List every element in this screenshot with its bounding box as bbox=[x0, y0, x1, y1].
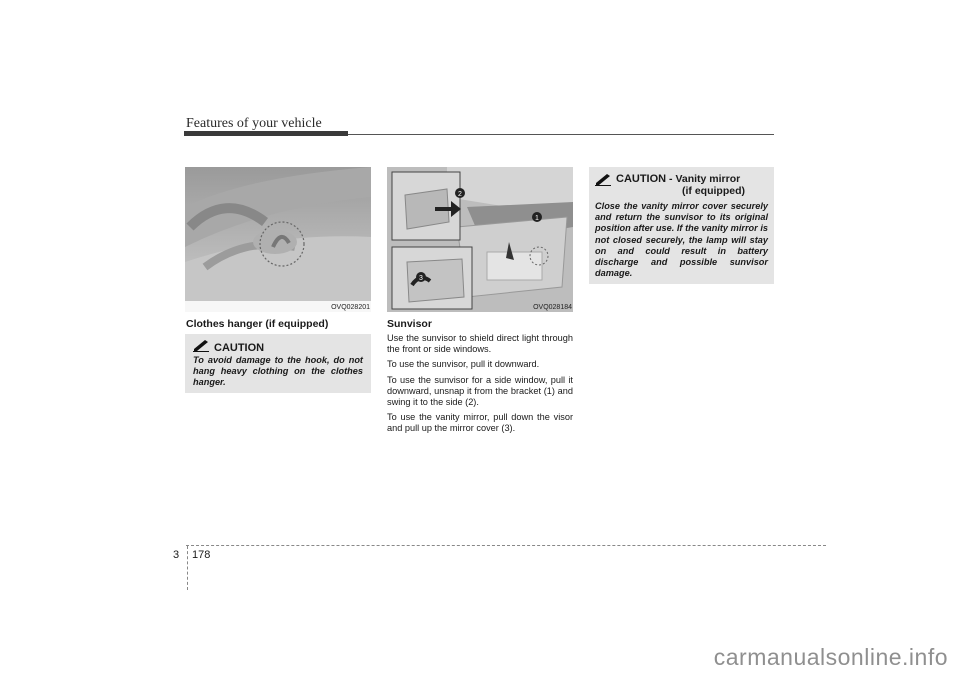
caution-label: CAUTION bbox=[616, 173, 667, 185]
photo-code: OVQ028201 bbox=[331, 304, 370, 311]
footer-rule bbox=[186, 545, 826, 546]
caution-box-clothes-hanger bbox=[185, 334, 371, 393]
sunvisor-heading: Sunvisor bbox=[387, 318, 432, 330]
sunvisor-paragraph: Use the sunvisor to shield direct light through the front or side windows. bbox=[387, 333, 573, 355]
footer-divider bbox=[187, 546, 188, 590]
page-number: 178 bbox=[192, 549, 211, 561]
caution-text: Close the vanity mirror cover securely and return the sunvisor to its original position after use. If the vanity mirror is not closed securely, the lamp will stay on and could result in battery discharge and possible sunvisor damage. bbox=[595, 201, 768, 279]
clothes-hanger-illustration bbox=[185, 167, 371, 312]
clothes-hanger-photo bbox=[185, 167, 371, 312]
sunvisor-paragraph: To use the vanity mirror, pull down the visor and pull up the mirror cover (3). bbox=[387, 412, 573, 434]
page-header-title: Features of your vehicle bbox=[186, 116, 322, 131]
sunvisor-section bbox=[387, 318, 573, 439]
sunvisor-paragraph: To use the sunvisor, pull it downward. bbox=[387, 359, 540, 370]
svg-text:1: 1 bbox=[535, 215, 539, 222]
caution-subject-qualifier: (if equipped) bbox=[682, 185, 745, 197]
sunvisor-paragraph: To use the sunvisor for a side window, pull it downward, unsnap it from the bracket (1) and swing it to the side (2). bbox=[387, 374, 573, 408]
caution-text: To avoid damage to the hook, do not hang heavy clothing on the clothes hanger. bbox=[193, 355, 363, 388]
clothes-hanger-caption: Clothes hanger (if equipped) bbox=[186, 318, 329, 330]
caution-box-vanity-mirror bbox=[589, 167, 774, 284]
caution-heading bbox=[193, 340, 264, 355]
caution-label: CAUTION bbox=[214, 341, 265, 354]
caution-subject: - Vanity mirror bbox=[666, 173, 741, 185]
caution-heading bbox=[595, 173, 745, 197]
pencil-icon bbox=[595, 174, 611, 189]
chapter-number: 3 bbox=[173, 549, 180, 561]
header-bar bbox=[184, 131, 348, 136]
sunvisor-illustration bbox=[387, 167, 573, 312]
sunvisor-photo bbox=[387, 167, 573, 312]
pencil-icon bbox=[193, 340, 209, 355]
svg-text:3: 3 bbox=[419, 275, 423, 282]
svg-text:2: 2 bbox=[458, 191, 462, 198]
watermark[interactable]: carmanualsonline.info bbox=[713, 644, 948, 670]
photo-code: OVQ028184 bbox=[533, 304, 572, 311]
